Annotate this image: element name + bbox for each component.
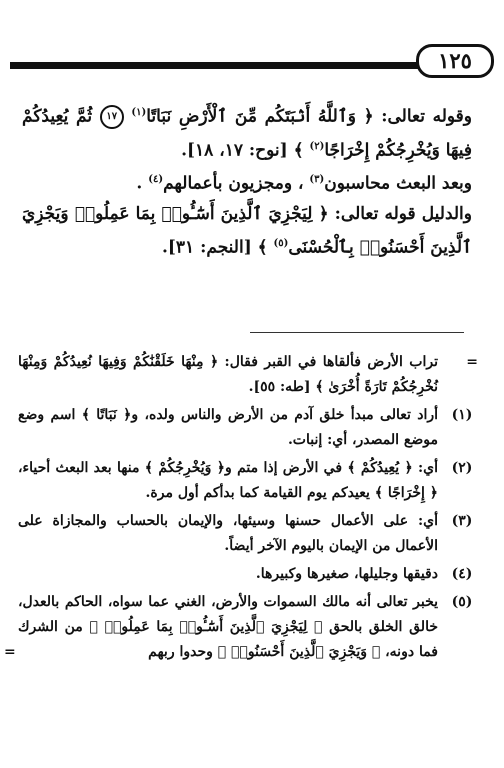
footnote-text: دقيقها وجليلها، صغيرها وكبيرها. <box>255 566 438 582</box>
footnote-number: (١) <box>451 407 473 423</box>
verse-text: وقوله تعالى: ﴿ وَٱللَّهُ أَنۢبَتَكُم مِّنَ ٱلْأَرْضِ نَبَاتًا <box>146 106 473 127</box>
footnote-number: (٢) <box>451 460 473 476</box>
paragraph-1 <box>22 98 472 165</box>
footnote-number: (٤) <box>451 566 473 582</box>
paragraph-2 <box>22 165 472 199</box>
footnote-text: يخبر تعالى أنه مالك السموات والأرض، الغني عما سواه، الحاكم بالعدل، خالق الخلق بالحق ﴿ لِيَجْزِيَ ٱلَّذِينَ أَسَٰٓـُٔوا۟ بِمَا عَمِلُوا۟ ﴾ من الشرك فما دونه، ﴿ وَيَجْزِيَ ٱلَّذِينَ أَحْسَنُوا۟ ﴾ وحدوا ربهم <box>18 594 438 660</box>
page-header <box>10 44 494 74</box>
footnote-ref: (٥) <box>273 237 289 249</box>
footnote-item <box>18 456 482 506</box>
main-text <box>22 98 472 263</box>
footnote-ref: (١) <box>131 107 147 118</box>
footnote-continuation <box>18 350 482 400</box>
text: . <box>136 173 143 194</box>
footnote-item <box>18 403 482 453</box>
header-rule <box>10 62 424 69</box>
text: ، ومجزيون بأعمالهم <box>163 173 304 194</box>
verse-text: والدليل قوله تعالى: ﴿ لِيَجْزِيَ ٱلَّذِينَ أَسَٰٓـُٔوا۟ بِمَا عَمِلُوا۟ وَيَجْزِيَ ٱلَّذِينَ أَحْسَنُوا۟ بِٱلْحُسْنَى <box>22 203 472 258</box>
footnote-text: أي: ﴿ يُعِيدُكُمْ ﴾ في الأرض إذا متم و﴿ وَيُخْرِجُكُمْ ﴾ منها بعد البعث أحياء، ﴿ إِخْرَاجًا ﴾ يعيدكم يوم القيامة كما بدأكم أول مرة. <box>18 460 438 501</box>
footnote-text: أي: على الأعمال حسنها وسيئها، والإيمان بالحساب والمجازاة على الأعمال من الإيمان باليوم الآخر أيضاً. <box>18 513 438 554</box>
footnote-item <box>18 509 482 559</box>
footnote-number: (٣) <box>451 513 473 529</box>
footnote-text: أراد تعالى مبدأ خلق آدم من الأرض والناس ولده، و﴿ نَبَاتًا ﴾ اسم وضع موضع المصدر، أي: إنبات. <box>18 407 438 448</box>
footnote-text: تراب الأرض فألقاها في القبر فقال: ﴿ مِنْهَا خَلَقْنَٰكُمْ وَفِيهَا نُعِيدُكُمْ وَمِنْهَا نُخْرِجُكُمْ تَارَةً أُخْرَىٰ ﴾ [طه: ٥٥]. <box>18 354 438 395</box>
footnote-ref: (٤) <box>148 174 164 186</box>
text: وبعد البعث محاسبون <box>324 173 472 194</box>
footnote-divider <box>250 332 464 333</box>
footnote-item <box>4 590 482 665</box>
continuation-mark: = <box>466 354 478 370</box>
verse-number-mark: ١٧ <box>100 105 124 129</box>
footnote-item <box>18 562 482 587</box>
footnotes <box>4 350 482 668</box>
footnote-ref: (٢) <box>309 140 325 152</box>
footnote-number: (٥) <box>451 594 473 610</box>
paragraph-3 <box>22 199 472 263</box>
footnote-ref: (٣) <box>309 174 325 186</box>
continuation-end-mark: = <box>4 644 16 660</box>
verse-citation: ﴾ [نوح: ١٧، ١٨]. <box>181 140 304 161</box>
verse-citation: ﴾ [النجم: ٣١]. <box>161 237 268 258</box>
verse-text: ثُمَّ يُعِيدُكُمْ فِيهَا وَيُخْرِجُكُمْ إِخْرَاجًا <box>22 106 472 161</box>
page-number: ١٢٥ <box>416 44 494 78</box>
